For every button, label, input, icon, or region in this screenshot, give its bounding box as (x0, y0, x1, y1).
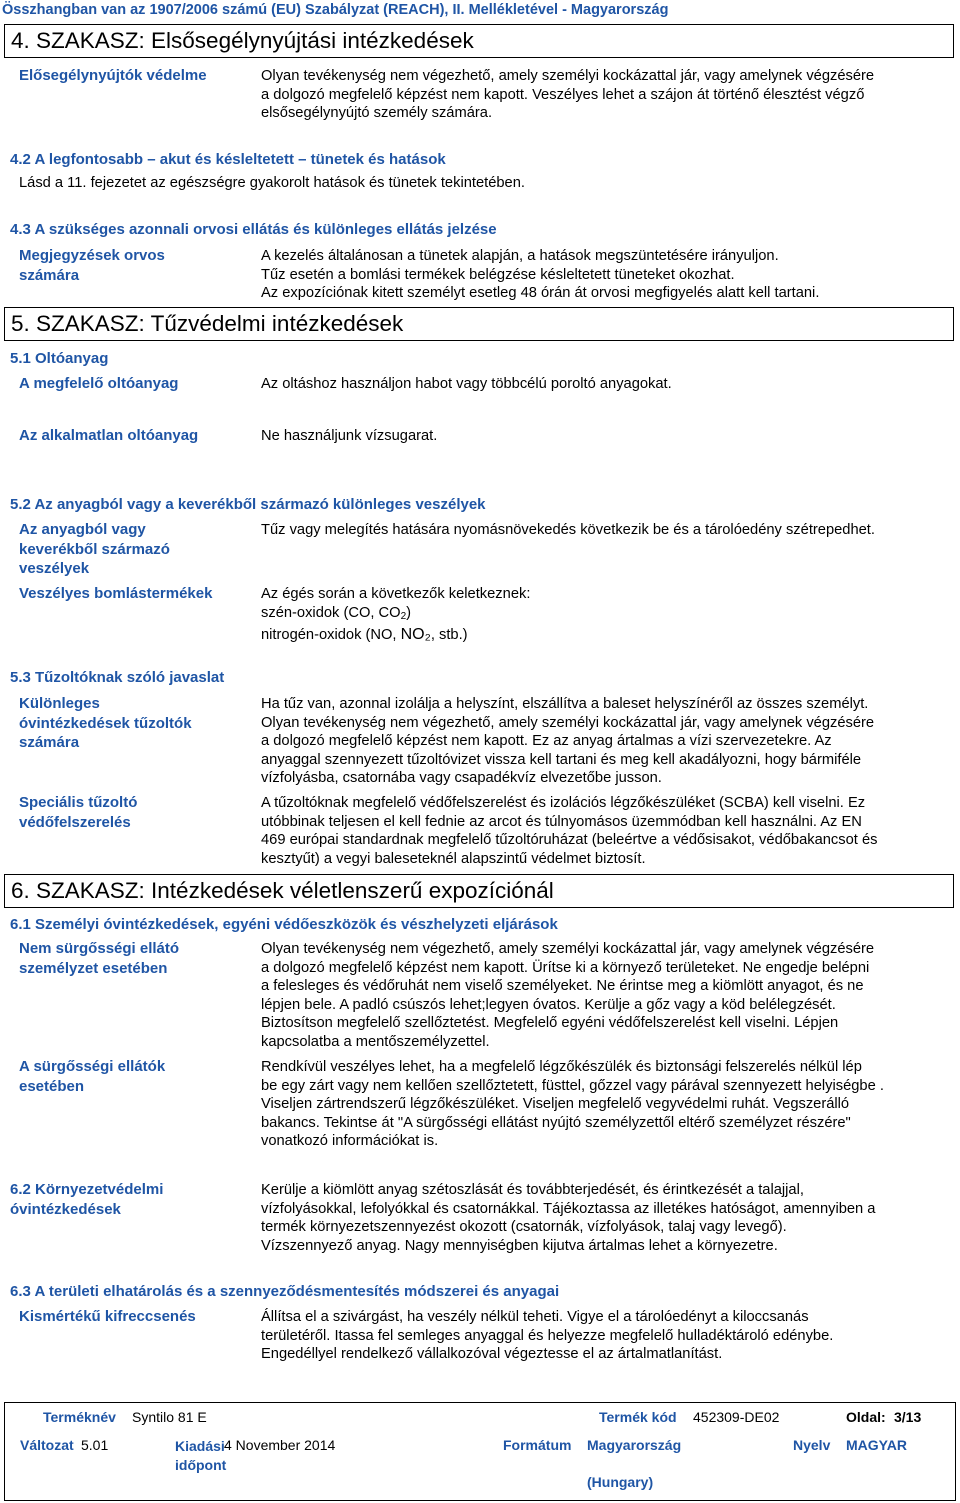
suitable-media-text: Az oltáshoz használjon habot vagy többcélú poroltó anyagokat. (261, 376, 672, 392)
unsuitable-media-label: Az alkalmatlan oltóanyag (19, 427, 199, 444)
issue-date-label: Kiadási időpont (175, 1438, 227, 1473)
subsection-5-2-title: 5.2 Az anyagból vagy a keverékből származó különleges veszélyek (10, 496, 486, 513)
specific-hazards-text: Tűz vagy melegítés hatására nyomásnövekedés következik be és a tárolóedény szétrepedhet. (261, 522, 875, 538)
environmental-precautions-label: 6.2 Környezetvédelmi óvintézkedések (10, 1181, 164, 1218)
emergency-responders-label: A sürgősségi ellátók esetében (19, 1058, 166, 1095)
first-aider-protection-text: Olyan tevékenység nem végezhető, amely személyi kockázattal jár, vagy amelynek végzésére a dolgozó megfelelő képzést nem kapott. Veszélyes lehet a szájon át történő élesztést végző elsősegélynyújtó személy számára. (261, 68, 875, 122)
small-spill-label: Kismértékű kifreccsenés (19, 1308, 196, 1325)
version-value: 5.01 (81, 1437, 109, 1453)
unsuitable-media-text: Ne használjunk vízsugarat. (261, 428, 438, 444)
environmental-precautions-text: Kerülje a kiömlött anyag szétoszlását és továbbterjedését, és érintkezését a talajjal, vízfolyásokkal, lefolyókkal és csatornákkal. Tájékoztassa az illetékes hatóságot, amennyiben a termék környezetszennyezést okozott (csatornák, vízfolyások, talaj vagy levegő). Vízszennyező anyag. Nagy mennyiségben kijutva ártalmas lehet a környezetre. (261, 1182, 876, 1254)
subsection-6-1-title: 6.1 Személyi óvintézkedések, egyéni védőeszközök és vészhelyzeti eljárások (10, 916, 558, 933)
page-number: 3/13 (894, 1409, 922, 1425)
section-5-title: 5. SZAKASZ: Tűzvédelmi intézkedések (4, 307, 954, 341)
small-spill-text: Állítsa el a szivárgást, ha veszély nélkül teheti. Vigye el a tárolóedényt a kiloccsanás területéről. Itassa fel semleges anyaggal és helyezze megfelelő hulladéktároló edénybe. Engedéllyel rendelkező vállalkozóval végeztesse el az ártalmatlanítást. (261, 1309, 834, 1363)
emergency-responders-text: Rendkívül veszélyes lehet, ha a megfelelő légzőkészülék és biztonsági felszerelés nélkül lép be egy zárt vagy nem kellően szellőztetett, füsttel, gőzzel vagy párával szennyezett helyiségbe . Viseljen zártrendszerű légzőkészüléket. Viseljen megfelelő vegyvédelmi ruhát. Vegszerálló bakancs. Tekintse át "A sürgősségi ellátást nyújtó személyzettől eltérő személyzet részére" vonatkozó információkat is. (261, 1059, 884, 1150)
issue-date-value: 4 November 2014 (224, 1437, 336, 1453)
firefighter-equipment-label: Speciális tűzoltó védőfelszerelés (19, 794, 138, 831)
product-code-value: 452309-DE02 (693, 1409, 780, 1425)
format-value: Magyarország (Hungary) (587, 1437, 682, 1490)
first-aider-protection-label: Elősegélynyújtók védelme (19, 67, 207, 84)
decomposition-products-text: Az égés során a következők keletkeznek: szén-oxidok (CO, $CO_2$) nitrogén-oxidok (NO, NO₂, stb.) (261, 586, 531, 644)
page-label: Oldal: (846, 1409, 886, 1425)
section-4-title: 4. SZAKASZ: Elsősegélynyújtási intézkedések (4, 24, 954, 58)
subsection-5-3-title: 5.3 Tűzoltóknak szóló javaslat (10, 669, 225, 686)
doctor-notes-label: Megjegyzések orvos számára (19, 247, 165, 284)
document-header: Összhangban van az 1907/2006 számú (EU) Szabályzat (REACH), II. Mellékletével - Magyarország (2, 2, 669, 18)
non-emergency-personnel-text: Olyan tevékenység nem végezhető, amely személyi kockázattal jár, vagy amelynek végzésére a dolgozó megfelelő képzést nem kapott. Ürítse ki a környező területeket. Ne engedje belépni a felesleges és védőruhát nem viselő személyeket. Ne érintse meg a kiömlött anyagot, és ne lépjen bele. A padló csúszós lehet;legyen óvatos. Kerülje a gőz vagy a köd belélegzését. Biztosítson megfelelő szellőztetést. Megfelelő egyéni védőfelszerelést kell viselni. Lépjen kapcsolatba a mentőszemélyzettel. (261, 941, 875, 1050)
firefighter-precautions-label: Különleges óvintézkedések tűzoltók számára (19, 695, 192, 751)
product-code-label: Termék kód (599, 1409, 677, 1425)
format-label: Formátum (503, 1437, 572, 1453)
firefighter-precautions-text: Ha tűz van, azonnal izolálja a helyszínt, elszállítva a baleset helyszínéről az összes személyt. Olyan tevékenység nem végezhető, amely személyi kockázattal jár, vagy amelynek végzésére a dolgozó megfelelő képzést nem kapott. Ez az anyag ártalmas a vízi szervezetekre. Az anyaggal szennyezett tűzoltóvizet vissza kell tartani és meg kell akadályozni, hogy bármiféle vízfolyásba, csatornába vagy csapadékvíz elvezetőbe jusson. (261, 696, 875, 787)
subsection-4-2-text: Lásd a 11. fejezetet az egészségre gyakorolt hatások és tünetek tekintetében. (19, 175, 525, 191)
subsection-5-1-title: 5.1 Oltóanyag (10, 350, 109, 367)
language-label: Nyelv (793, 1437, 831, 1453)
firefighter-equipment-text: A tűzoltóknak megfelelő védőfelszerelést és izolációs légzőkészüléket (SCBA) kell viselni. Ez utóbbinak teljesen el kell fednie az arcot és túlnyomásos üzemmódban kell használni. Az EN 469 európai standardnak megfelelő tűzoltóruházat (beleértve a védősisakot, védőbakancsot és kesztyűt) a vegyi baleseteknél alapszintű védelmet biztosít. (261, 795, 878, 867)
document-footer (4, 1402, 956, 1501)
non-emergency-personnel-label: Nem sürgősségi ellátó személyzet esetében (19, 940, 180, 977)
version-label: Változat (20, 1437, 74, 1453)
language-value: MAGYAR (846, 1437, 907, 1453)
doctor-notes-text: A kezelés általánosan a tünetek alapján, a hatások megszüntetésére irányuljon. Tűz esetén a bomlási termékek belégzése késleltetett tüneteket okozhat. Az expozíciónak kitett személyt esetleg 48 órán át orvosi megfigyelés alatt kell tartani. (261, 248, 820, 302)
subsection-4-3-title: 4.3 A szükséges azonnali orvosi ellátás és különleges ellátás jelzése (10, 221, 497, 238)
section-6-title: 6. SZAKASZ: Intézkedések véletlenszerű expozíciónál (4, 874, 954, 908)
product-name-label: Terméknév (43, 1409, 116, 1425)
product-name-value: Syntilo 81 E (132, 1409, 207, 1425)
suitable-media-label: A megfelelő oltóanyag (19, 375, 179, 392)
subsection-4-2-title: 4.2 A legfontosabb – akut és késleltetett – tünetek és hatások (10, 151, 446, 168)
specific-hazards-label: Az anyagból vagy keverékből származó veszélyek (19, 521, 170, 577)
subsection-6-3-title: 6.3 A területi elhatárolás és a szennyeződésmentesítés módszerei és anyagai (10, 1283, 560, 1300)
decomposition-products-label: Veszélyes bomlástermékek (19, 585, 213, 602)
